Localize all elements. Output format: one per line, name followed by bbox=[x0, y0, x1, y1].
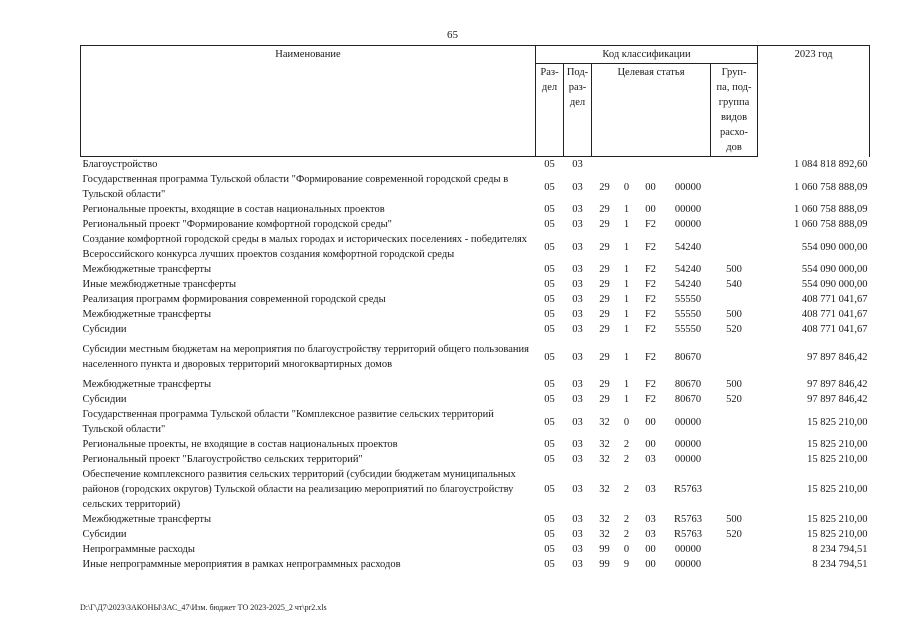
cell-r: 05 bbox=[544, 454, 555, 465]
cell-t4: 80670 bbox=[674, 351, 702, 363]
cell-t3: F2 bbox=[644, 219, 657, 230]
cell-vr: 500 bbox=[726, 264, 742, 275]
cell-t4: 00000 bbox=[674, 219, 702, 230]
cell-name: Создание комфортной городской среды в малых городах и исторических поселениях - победителях Всероссийского конкурса лучших проектов создания комфортной городской среды bbox=[82, 234, 528, 260]
cell-name: Обеспечение комплексного развития сельских территорий (субсидии бюджетам муниципальных районов (городских округов) Тульской области на реализацию мероприятий по благоустройству сельских территорий) bbox=[82, 469, 516, 510]
cell-amount: 15 825 210,00 bbox=[807, 529, 868, 540]
cell-t4: R5763 bbox=[673, 529, 702, 540]
cell-amount: 1 060 758 888,09 bbox=[794, 219, 868, 230]
cell-t2: 1 bbox=[623, 279, 630, 290]
table-row bbox=[81, 262, 870, 277]
cell-t4: 80670 bbox=[674, 394, 702, 405]
table-row bbox=[81, 467, 870, 512]
cell-amount: 15 825 210,00 bbox=[807, 454, 868, 465]
table-row bbox=[81, 452, 870, 467]
cell-t3: 03 bbox=[645, 484, 656, 495]
cell-t2: 1 bbox=[623, 324, 630, 335]
cell-t2: 1 bbox=[623, 379, 630, 390]
header-razdel: Раз- дел bbox=[536, 64, 564, 157]
cell-t1: 29 bbox=[599, 351, 610, 363]
cell-t2: 9 bbox=[623, 559, 630, 570]
cell-t1: 29 bbox=[599, 264, 610, 275]
cell-t4: R5763 bbox=[673, 514, 702, 525]
table-row bbox=[81, 307, 870, 322]
cell-t1: 29 bbox=[599, 394, 610, 405]
cell-t3: 00 bbox=[645, 544, 656, 555]
cell-amount: 15 825 210,00 bbox=[807, 514, 868, 525]
cell-amount: 15 825 210,00 bbox=[807, 484, 868, 495]
cell-name: Реализация программ формирования современной городской среды bbox=[82, 294, 386, 305]
table-body bbox=[81, 157, 870, 573]
cell-pr: 03 bbox=[572, 529, 583, 540]
cell-r: 05 bbox=[544, 514, 555, 525]
cell-amount: 97 897 846,42 bbox=[807, 394, 868, 405]
cell-t4: 54240 bbox=[674, 279, 702, 290]
table-row bbox=[81, 202, 870, 217]
cell-t3: F2 bbox=[644, 241, 657, 253]
cell-amount: 554 090 000,00 bbox=[801, 279, 868, 290]
cell-vr: 520 bbox=[726, 529, 742, 540]
cell-vr: 520 bbox=[726, 324, 742, 335]
cell-t3: F2 bbox=[644, 309, 657, 320]
cell-t1: 99 bbox=[599, 559, 610, 570]
table-row bbox=[81, 377, 870, 392]
cell-amount: 8 234 794,51 bbox=[812, 544, 868, 555]
cell-t2: 1 bbox=[623, 294, 630, 305]
cell-name: Иные межбюджетные трансферты bbox=[82, 279, 237, 290]
cell-vr: 520 bbox=[726, 394, 742, 405]
cell-amount: 1 060 758 888,09 bbox=[794, 204, 868, 215]
cell-t4: 00000 bbox=[674, 454, 702, 465]
cell-name: Региональный проект "Формирование комфортной городской среды" bbox=[82, 219, 392, 230]
cell-t1: 29 bbox=[599, 219, 610, 230]
cell-t2: 1 bbox=[623, 204, 630, 215]
file-path-footer: D:\Г\Д7\2023\ЗАКОНЫ\ЗАС_47\Изм. бюджет ТО 2023-2025_2 чт\pr2.xls bbox=[80, 603, 327, 612]
cell-r: 05 bbox=[544, 559, 555, 570]
cell-name: Субсидии bbox=[82, 529, 127, 540]
cell-vr: 500 bbox=[726, 379, 742, 390]
cell-vr bbox=[711, 337, 758, 377]
table-row bbox=[81, 157, 870, 173]
cell-t3: 00 bbox=[645, 204, 656, 215]
cell-t4: 54240 bbox=[674, 241, 702, 253]
cell-r: 05 bbox=[544, 159, 555, 170]
cell-t1: 32 bbox=[599, 416, 610, 428]
cell-vr: 540 bbox=[726, 279, 742, 290]
cell-pr: 03 bbox=[572, 484, 583, 495]
cell-pr: 03 bbox=[572, 264, 583, 275]
cell-t4: 80670 bbox=[674, 379, 702, 390]
cell-r: 05 bbox=[544, 181, 555, 193]
header-code-group: Код классификации bbox=[536, 46, 758, 64]
cell-t2: 1 bbox=[623, 241, 630, 253]
table-row bbox=[81, 322, 870, 337]
cell-t2: 2 bbox=[623, 514, 630, 525]
cell-t1: 29 bbox=[599, 241, 610, 253]
cell-vr bbox=[711, 452, 758, 467]
header-year: 2023 год bbox=[758, 46, 870, 157]
cell-t4: 54240 bbox=[674, 264, 702, 275]
cell-vr: 500 bbox=[726, 309, 742, 320]
cell-name: Государственная программа Тульской области "Формирование современной городской среды в Тульской области" bbox=[82, 174, 509, 200]
cell-amount: 408 771 041,67 bbox=[801, 309, 868, 320]
cell-amount: 1 060 758 888,09 bbox=[794, 181, 868, 193]
cell-r: 05 bbox=[544, 264, 555, 275]
cell-t2 bbox=[618, 157, 636, 173]
header-vid: Груп- па, под- группа видов расхо- дов bbox=[711, 64, 758, 157]
cell-r: 05 bbox=[544, 394, 555, 405]
cell-pr: 03 bbox=[572, 416, 583, 428]
cell-vr bbox=[711, 292, 758, 307]
cell-amount: 408 771 041,67 bbox=[801, 324, 868, 335]
cell-pr: 03 bbox=[572, 394, 583, 405]
cell-amount: 97 897 846,42 bbox=[807, 379, 868, 390]
cell-pr: 03 bbox=[572, 279, 583, 290]
cell-t4: 00000 bbox=[674, 544, 702, 555]
cell-t1: 29 bbox=[599, 204, 610, 215]
cell-t1: 32 bbox=[599, 439, 610, 450]
cell-pr: 03 bbox=[572, 544, 583, 555]
cell-name: Региональный проект "Благоустройство сельских территорий" bbox=[82, 454, 363, 465]
budget-table bbox=[80, 45, 870, 572]
cell-pr: 03 bbox=[572, 159, 583, 170]
table-row bbox=[81, 292, 870, 307]
cell-amount: 15 825 210,00 bbox=[807, 416, 868, 428]
cell-vr bbox=[711, 172, 758, 202]
cell-t4: 00000 bbox=[674, 204, 702, 215]
cell-t3: F2 bbox=[644, 294, 657, 305]
cell-name: Субсидии bbox=[82, 324, 127, 335]
cell-vr: 500 bbox=[726, 514, 742, 525]
cell-t2: 0 bbox=[623, 181, 630, 193]
cell-name: Государственная программа Тульской области "Комплексное развитие сельских территорий Тульской области" bbox=[82, 409, 494, 435]
cell-t2: 1 bbox=[623, 309, 630, 320]
cell-amount: 408 771 041,67 bbox=[801, 294, 868, 305]
cell-name: Субсидии bbox=[82, 394, 127, 405]
cell-t3: 03 bbox=[645, 514, 656, 525]
cell-r: 05 bbox=[544, 294, 555, 305]
cell-vr bbox=[711, 232, 758, 262]
cell-t2: 2 bbox=[623, 529, 630, 540]
cell-pr: 03 bbox=[572, 379, 583, 390]
cell-t2: 2 bbox=[623, 484, 630, 495]
cell-r: 05 bbox=[544, 309, 555, 320]
table-row bbox=[81, 277, 870, 292]
table-row bbox=[81, 172, 870, 202]
cell-name: Региональные проекты, входящие в состав национальных проектов bbox=[82, 204, 385, 215]
cell-t4: 00000 bbox=[674, 416, 702, 428]
cell-t3: 00 bbox=[645, 439, 656, 450]
cell-t3 bbox=[636, 157, 666, 173]
cell-r: 05 bbox=[544, 544, 555, 555]
cell-name: Непрограммные расходы bbox=[82, 544, 195, 555]
cell-t3: F2 bbox=[644, 394, 657, 405]
table-row bbox=[81, 557, 870, 572]
cell-t1 bbox=[592, 157, 618, 173]
cell-t2: 0 bbox=[623, 416, 630, 428]
cell-t1: 29 bbox=[599, 379, 610, 390]
cell-t2: 2 bbox=[623, 454, 630, 465]
cell-t3: F2 bbox=[644, 379, 657, 390]
cell-r: 05 bbox=[544, 204, 555, 215]
cell-r: 05 bbox=[544, 241, 555, 253]
cell-t4: 00000 bbox=[674, 559, 702, 570]
cell-t1: 29 bbox=[599, 309, 610, 320]
cell-pr: 03 bbox=[572, 204, 583, 215]
cell-name: Межбюджетные трансферты bbox=[82, 514, 212, 525]
cell-pr: 03 bbox=[572, 241, 583, 253]
table-row bbox=[81, 407, 870, 437]
cell-t1: 29 bbox=[599, 181, 610, 193]
table-row bbox=[81, 232, 870, 262]
cell-t4: 00000 bbox=[674, 181, 702, 193]
cell-pr: 03 bbox=[572, 219, 583, 230]
cell-vr bbox=[711, 542, 758, 557]
cell-t2: 1 bbox=[623, 219, 630, 230]
table-row bbox=[81, 512, 870, 527]
cell-amount: 554 090 000,00 bbox=[801, 264, 868, 275]
cell-pr: 03 bbox=[572, 324, 583, 335]
cell-vr bbox=[711, 202, 758, 217]
cell-pr: 03 bbox=[572, 181, 583, 193]
cell-t1: 32 bbox=[599, 529, 610, 540]
cell-t4: 55550 bbox=[674, 309, 702, 320]
cell-amount: 97 897 846,42 bbox=[807, 351, 868, 363]
cell-r: 05 bbox=[544, 529, 555, 540]
cell-t1: 32 bbox=[599, 514, 610, 525]
cell-t4: R5763 bbox=[673, 484, 702, 495]
cell-t4: 55550 bbox=[674, 294, 702, 305]
cell-t3: 00 bbox=[645, 416, 656, 428]
cell-t2: 1 bbox=[623, 351, 630, 363]
cell-r: 05 bbox=[544, 379, 555, 390]
cell-name: Благоустройство bbox=[82, 159, 158, 170]
cell-pr: 03 bbox=[572, 309, 583, 320]
table-row bbox=[81, 437, 870, 452]
cell-t4 bbox=[666, 157, 711, 173]
table-row bbox=[81, 337, 870, 377]
cell-t4: 55550 bbox=[674, 324, 702, 335]
cell-t3: F2 bbox=[644, 324, 657, 335]
cell-t3: F2 bbox=[644, 351, 657, 363]
cell-r: 05 bbox=[544, 351, 555, 363]
cell-vr bbox=[711, 557, 758, 572]
table-row bbox=[81, 392, 870, 407]
cell-name: Иные непрограммные мероприятия в рамках непрограммных расходов bbox=[82, 559, 401, 570]
cell-t1: 29 bbox=[599, 279, 610, 290]
cell-t1: 32 bbox=[599, 454, 610, 465]
header-target: Целевая статья bbox=[592, 64, 711, 157]
cell-pr: 03 bbox=[572, 559, 583, 570]
cell-pr: 03 bbox=[572, 439, 583, 450]
cell-pr: 03 bbox=[572, 294, 583, 305]
cell-t3: 03 bbox=[645, 529, 656, 540]
table-row bbox=[81, 527, 870, 542]
cell-r: 05 bbox=[544, 484, 555, 495]
cell-t2: 2 bbox=[623, 439, 630, 450]
cell-t2: 0 bbox=[623, 544, 630, 555]
cell-vr bbox=[711, 467, 758, 512]
header-name: Наименование bbox=[81, 46, 536, 157]
page-number: 65 bbox=[447, 29, 458, 41]
cell-t2: 1 bbox=[623, 264, 630, 275]
cell-amount: 554 090 000,00 bbox=[801, 241, 868, 253]
cell-t1: 29 bbox=[599, 324, 610, 335]
cell-r: 05 bbox=[544, 324, 555, 335]
cell-name: Межбюджетные трансферты bbox=[82, 264, 212, 275]
cell-r: 05 bbox=[544, 439, 555, 450]
cell-pr: 03 bbox=[572, 454, 583, 465]
cell-r: 05 bbox=[544, 219, 555, 230]
table-row bbox=[81, 542, 870, 557]
cell-t1: 29 bbox=[599, 294, 610, 305]
cell-t3: 03 bbox=[645, 454, 656, 465]
cell-name: Межбюджетные трансферты bbox=[82, 309, 212, 320]
cell-name: Межбюджетные трансферты bbox=[82, 379, 212, 390]
cell-vr bbox=[711, 437, 758, 452]
cell-t3: 00 bbox=[645, 559, 656, 570]
cell-vr bbox=[711, 407, 758, 437]
cell-t3: F2 bbox=[644, 264, 657, 275]
cell-t3: 00 bbox=[645, 181, 656, 193]
cell-t4: 00000 bbox=[674, 439, 702, 450]
cell-pr: 03 bbox=[572, 351, 583, 363]
cell-vr bbox=[711, 217, 758, 232]
cell-t2: 1 bbox=[623, 394, 630, 405]
cell-name: Региональные проекты, не входящие в состав национальных проектов bbox=[82, 439, 398, 450]
cell-amount: 15 825 210,00 bbox=[807, 439, 868, 450]
table-row bbox=[81, 217, 870, 232]
cell-name: Субсидии местным бюджетам на мероприятия по благоустройству территорий общего пользования населенного пункта и дворовых территорий многоквартирных домов bbox=[82, 344, 529, 370]
cell-t3: F2 bbox=[644, 279, 657, 290]
cell-r: 05 bbox=[544, 279, 555, 290]
header-podrazdel: Под- раз- дел bbox=[564, 64, 592, 157]
cell-vr bbox=[711, 157, 758, 173]
cell-amount: 8 234 794,51 bbox=[812, 559, 868, 570]
cell-t1: 99 bbox=[599, 544, 610, 555]
cell-r: 05 bbox=[544, 416, 555, 428]
cell-pr: 03 bbox=[572, 514, 583, 525]
cell-t1: 32 bbox=[599, 484, 610, 495]
cell-amount: 1 084 818 892,60 bbox=[794, 158, 868, 170]
